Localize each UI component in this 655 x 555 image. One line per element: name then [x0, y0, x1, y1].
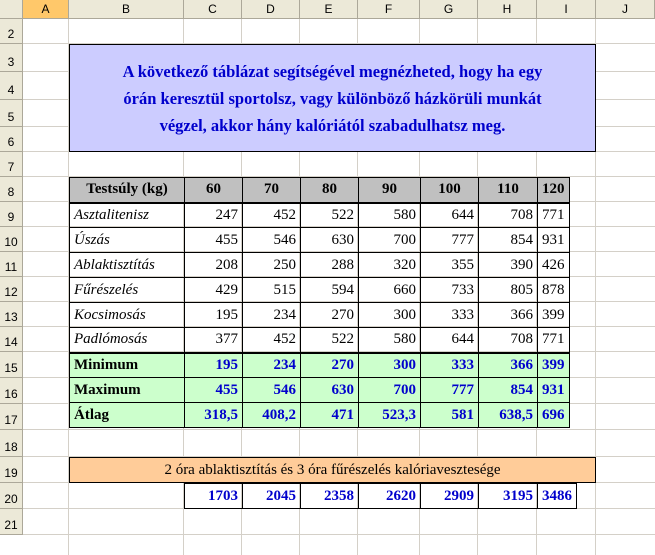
weight-header-cell[interactable]: 100	[421, 178, 479, 203]
value-cell[interactable]: 270	[301, 303, 359, 328]
stat-value-cell[interactable]: 630	[301, 378, 359, 403]
row-header-17[interactable]: 17	[0, 404, 23, 430]
activity-label[interactable]: Ablaktisztítás	[70, 253, 185, 278]
stat-value-cell[interactable]: 581	[421, 403, 479, 428]
value-cell[interactable]: 247	[185, 203, 243, 228]
select-all-corner[interactable]	[0, 0, 23, 19]
value-cell[interactable]: 630	[301, 228, 359, 253]
row-header-2[interactable]: 2	[0, 19, 23, 44]
activity-label[interactable]: Úszás	[70, 228, 185, 253]
stat-value-cell[interactable]: 333	[421, 353, 479, 378]
summary-value-cell[interactable]: 2909	[421, 484, 479, 509]
value-cell[interactable]: 777	[421, 228, 479, 253]
table-row	[70, 328, 570, 353]
value-cell[interactable]: 452	[243, 203, 301, 228]
summary-table	[184, 483, 577, 509]
table-row	[70, 303, 570, 328]
row-header-11[interactable]: 11	[0, 252, 23, 277]
row-header-5[interactable]: 5	[0, 100, 23, 127]
value-cell[interactable]: 300	[359, 303, 421, 328]
column-header-c[interactable]: C	[184, 0, 242, 19]
value-cell[interactable]: 455	[185, 228, 243, 253]
value-cell[interactable]: 208	[185, 253, 243, 278]
stat-value-cell[interactable]: 471	[301, 403, 359, 428]
activity-label[interactable]: Kocsimosás	[70, 303, 185, 328]
stat-value-cell[interactable]: 195	[185, 353, 243, 378]
value-cell[interactable]: 546	[243, 228, 301, 253]
value-cell[interactable]: 594	[301, 278, 359, 303]
header-cell[interactable]: Testsúly (kg)	[70, 178, 185, 203]
value-cell[interactable]: 708	[479, 328, 538, 353]
stat-value-cell[interactable]: 777	[421, 378, 479, 403]
row-header-12[interactable]: 12	[0, 277, 23, 302]
summary-value-cell[interactable]: 2620	[359, 484, 421, 509]
summary-value-cell[interactable]: 2358	[301, 484, 359, 509]
row-header-16[interactable]: 16	[0, 378, 23, 404]
title-box[interactable]	[69, 44, 596, 152]
value-cell[interactable]: 399	[538, 303, 570, 328]
activity-label[interactable]: Asztalitenisz	[70, 203, 185, 228]
value-cell[interactable]: 355	[421, 253, 479, 278]
stat-label[interactable]: Átlag	[70, 403, 185, 428]
gridline	[23, 534, 655, 535]
value-cell[interactable]: 377	[185, 328, 243, 353]
value-cell[interactable]: 805	[479, 278, 538, 303]
row-header-7[interactable]: 7	[0, 152, 23, 177]
row-header-21[interactable]: 21	[0, 509, 23, 535]
value-cell[interactable]: 390	[479, 253, 538, 278]
stat-value-cell[interactable]: 318,5	[185, 403, 243, 428]
stat-row	[70, 403, 570, 428]
value-cell[interactable]: 931	[538, 228, 570, 253]
value-cell[interactable]: 644	[421, 203, 479, 228]
stat-label[interactable]: Minimum	[70, 353, 185, 378]
value-cell[interactable]: 234	[243, 303, 301, 328]
summary-label[interactable]: 2 óra ablaktisztítás és 3 óra fűrészelés kalóriavesztesége	[69, 457, 596, 483]
stat-value-cell[interactable]: 399	[538, 353, 570, 378]
column-header-b[interactable]: B	[69, 0, 184, 19]
column-header-i[interactable]: I	[537, 0, 596, 19]
value-cell[interactable]: 733	[421, 278, 479, 303]
value-cell[interactable]: 522	[301, 203, 359, 228]
value-cell[interactable]: 700	[359, 228, 421, 253]
stat-value-cell[interactable]: 931	[538, 378, 570, 403]
stat-label[interactable]: Maximum	[70, 378, 185, 403]
stat-value-cell[interactable]: 546	[243, 378, 301, 403]
stat-value-cell[interactable]: 408,2	[243, 403, 301, 428]
value-cell[interactable]: 878	[538, 278, 570, 303]
value-cell[interactable]: 708	[479, 203, 538, 228]
row-header-19[interactable]: 19	[0, 457, 23, 483]
summary-value-cell[interactable]: 3486	[538, 484, 577, 509]
weight-header-cell[interactable]: 80	[301, 178, 359, 203]
weight-header-cell[interactable]: 120	[538, 178, 570, 203]
activity-label[interactable]: Padlómosás	[70, 328, 185, 353]
stat-row	[70, 378, 570, 403]
table-row	[70, 203, 570, 228]
value-cell[interactable]: 366	[479, 303, 538, 328]
stat-value-cell[interactable]: 455	[185, 378, 243, 403]
stat-value-cell[interactable]: 234	[243, 353, 301, 378]
stat-value-cell[interactable]: 638,5	[479, 403, 538, 428]
summary-value-cell[interactable]: 3195	[479, 484, 538, 509]
row-header-6[interactable]: 6	[0, 127, 23, 152]
table-header-row	[70, 178, 570, 203]
column-header-g[interactable]: G	[420, 0, 478, 19]
value-cell[interactable]: 580	[359, 328, 421, 353]
row-header-9[interactable]: 9	[0, 202, 23, 227]
value-cell[interactable]: 580	[359, 203, 421, 228]
column-header-h[interactable]: H	[478, 0, 537, 19]
weight-header-cell[interactable]: 70	[243, 178, 301, 203]
stat-value-cell[interactable]: 270	[301, 353, 359, 378]
value-cell[interactable]: 771	[538, 203, 570, 228]
column-header-j[interactable]: J	[596, 0, 655, 19]
activity-label[interactable]: Fűrészelés	[70, 278, 185, 303]
value-cell[interactable]: 854	[479, 228, 538, 253]
stat-value-cell[interactable]: 696	[538, 403, 570, 428]
stat-value-cell[interactable]: 366	[479, 353, 538, 378]
title-line-3: végzel, akkor hány kalóriától szabadulhatsz meg.	[159, 115, 506, 135]
value-cell[interactable]: 320	[359, 253, 421, 278]
value-cell[interactable]: 660	[359, 278, 421, 303]
table-row	[70, 228, 570, 253]
value-cell[interactable]: 250	[243, 253, 301, 278]
table-row	[70, 253, 570, 278]
value-cell[interactable]: 429	[185, 278, 243, 303]
value-cell[interactable]: 522	[301, 328, 359, 353]
calorie-table	[69, 177, 570, 428]
stat-value-cell[interactable]: 300	[359, 353, 421, 378]
gridline	[23, 429, 655, 430]
value-cell[interactable]: 515	[243, 278, 301, 303]
column-header-f[interactable]: F	[358, 0, 420, 19]
value-cell[interactable]: 288	[301, 253, 359, 278]
row-header-14[interactable]: 14	[0, 327, 23, 352]
title-line-2: órán keresztül sportolsz, vagy különböző házkörüli munkát	[123, 88, 542, 108]
column-header-d[interactable]: D	[242, 0, 300, 19]
row-header-8[interactable]: 8	[0, 177, 23, 202]
row-header-15[interactable]: 15	[0, 352, 23, 378]
weight-header-cell[interactable]: 60	[185, 178, 243, 203]
stat-value-cell[interactable]: 854	[479, 378, 538, 403]
row-header-10[interactable]: 10	[0, 227, 23, 252]
row-header-3[interactable]: 3	[0, 44, 23, 72]
value-cell[interactable]: 333	[421, 303, 479, 328]
value-cell[interactable]: 452	[243, 328, 301, 353]
value-cell[interactable]: 771	[538, 328, 570, 353]
row-header-4[interactable]: 4	[0, 72, 23, 100]
summary-value-cell[interactable]: 2045	[243, 484, 301, 509]
table-row	[70, 278, 570, 303]
weight-header-cell[interactable]: 110	[479, 178, 538, 203]
summary-value-cell[interactable]: 1703	[185, 484, 243, 509]
title-line-1: A következő táblázat segítségével megnézheted, hogy ha egy	[122, 61, 543, 81]
weight-header-cell[interactable]: 90	[359, 178, 421, 203]
value-cell[interactable]: 644	[421, 328, 479, 353]
stat-row	[70, 353, 570, 378]
row-header-20[interactable]: 20	[0, 483, 23, 509]
column-header-e[interactable]: E	[300, 0, 358, 19]
stat-value-cell[interactable]: 700	[359, 378, 421, 403]
stat-value-cell[interactable]: 523,3	[359, 403, 421, 428]
value-cell[interactable]: 195	[185, 303, 243, 328]
row-header-13[interactable]: 13	[0, 302, 23, 327]
column-header-a[interactable]: A	[23, 0, 69, 19]
value-cell[interactable]: 426	[538, 253, 570, 278]
row-header-18[interactable]: 18	[0, 430, 23, 457]
summary-row	[185, 484, 577, 509]
